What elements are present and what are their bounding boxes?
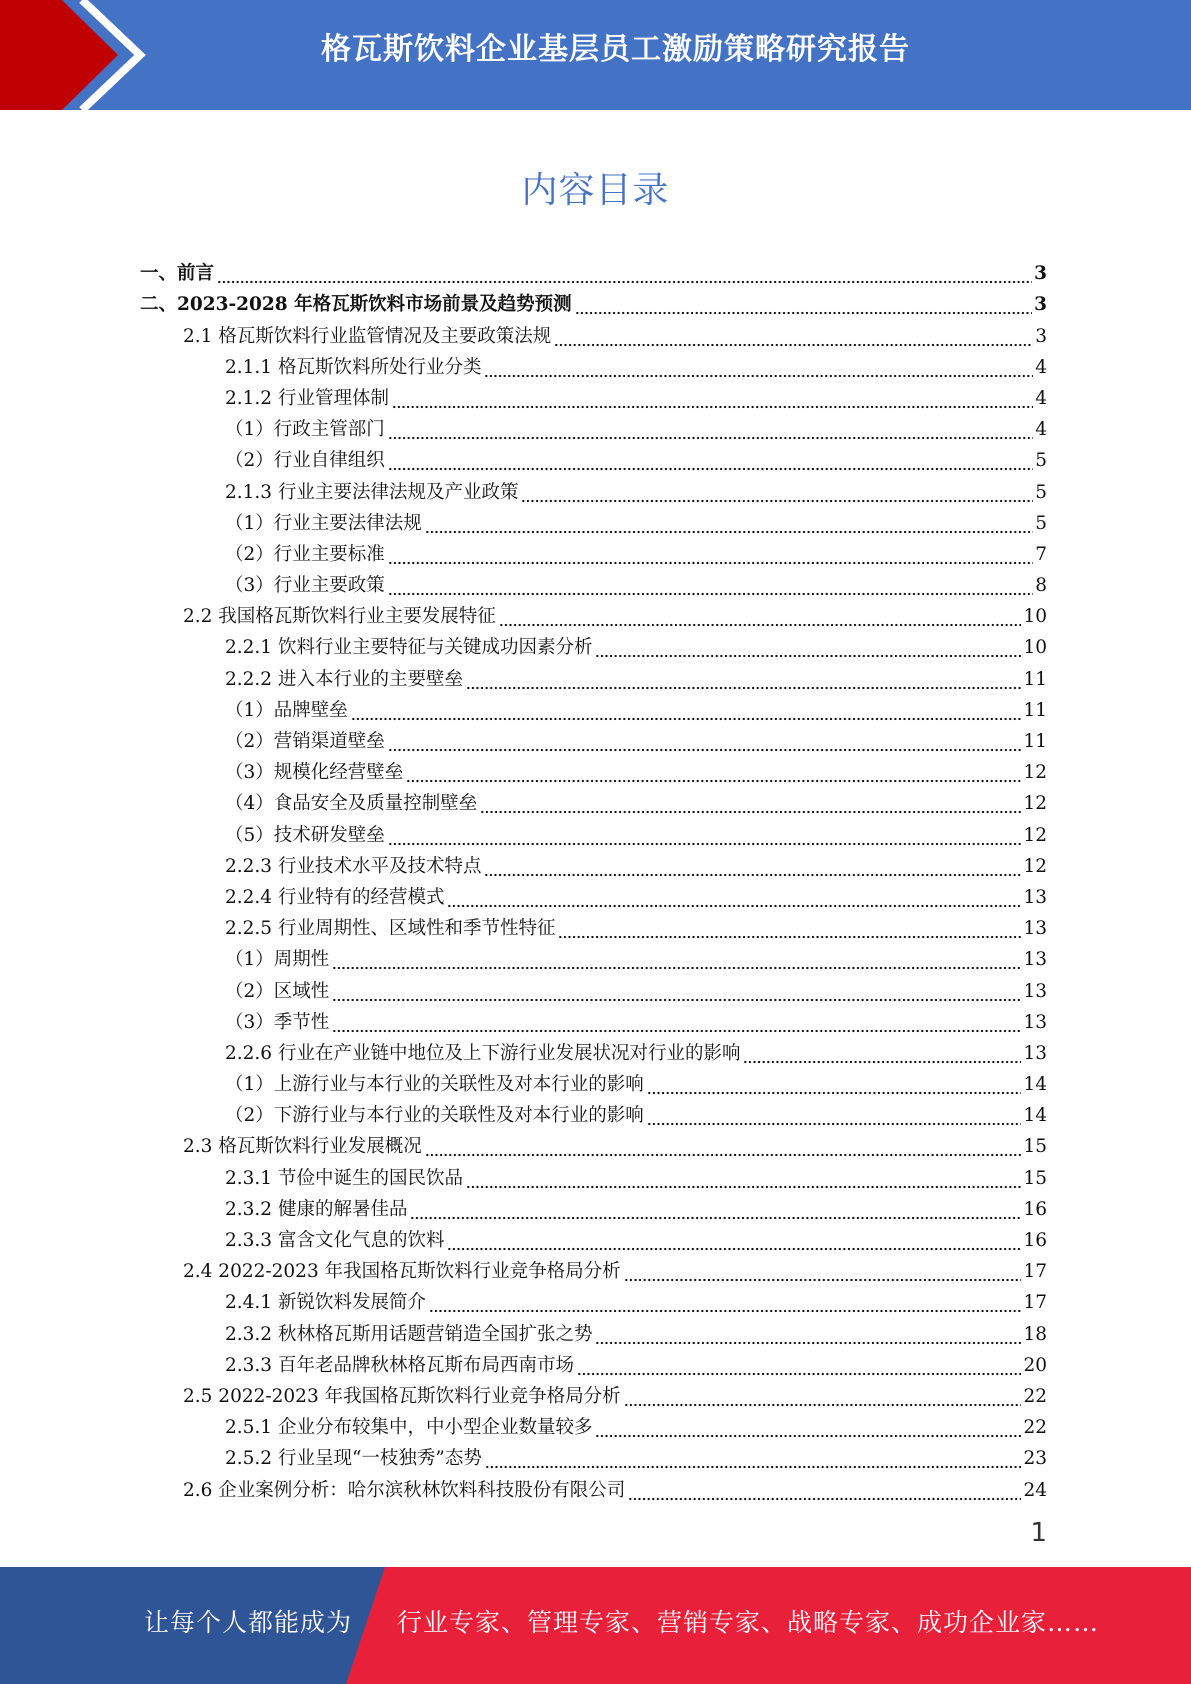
toc-entry[interactable] <box>140 285 1047 316</box>
toc-entry-title: （3）行业主要政策 <box>225 575 385 597</box>
toc-entry[interactable] <box>140 1252 1047 1283</box>
toc-dot-leader <box>484 856 1021 878</box>
toc-entry[interactable] <box>140 815 1047 846</box>
toc-entry-title: （4）食品安全及质量控制壁垒 <box>225 793 478 815</box>
toc-entry-page: 4 <box>1035 356 1047 378</box>
toc-entry[interactable] <box>140 691 1047 722</box>
toc-entry-title: 2.2.6 行业在产业链中地位及上下游行业发展状况对行业的影响 <box>225 1042 741 1064</box>
toc-entry-title: 2.2 我国格瓦斯饮料行业主要发展特征 <box>183 606 496 628</box>
toc-dot-leader <box>554 326 1033 348</box>
toc-entry-title: 2.2.3 行业技术水平及技术特点 <box>225 855 482 877</box>
toc-entry[interactable] <box>140 753 1047 784</box>
toc-entry[interactable] <box>140 1346 1047 1377</box>
toc-entry[interactable] <box>140 878 1047 909</box>
toc-entry-page: 12 <box>1023 855 1047 877</box>
toc-entry-title: 2.1.1 格瓦斯饮料所处行业分类 <box>225 356 482 378</box>
toc-entry[interactable] <box>140 909 1047 940</box>
toc-dot-leader <box>480 793 1021 815</box>
toc-entry[interactable] <box>140 566 1047 597</box>
toc-entry-page: 3 <box>1034 263 1047 285</box>
toc-entry-title: 2.2.2 进入本行业的主要壁垒 <box>225 668 463 690</box>
toc-dot-leader <box>628 1480 1021 1502</box>
toc-entry-title: （1）上游行业与本行业的关联性及对本行业的影响 <box>225 1074 644 1096</box>
toc-entry[interactable] <box>140 971 1047 1002</box>
toc-dot-leader <box>388 825 1022 847</box>
toc-entry-page: 13 <box>1023 886 1047 908</box>
toc-entry-title: （1）品牌壁垒 <box>225 699 348 721</box>
toc-entry-page: 20 <box>1023 1354 1047 1376</box>
toc-dot-leader <box>425 513 1033 535</box>
toc-entry-title: （2）行业自律组织 <box>225 450 385 472</box>
toc-dot-leader <box>466 669 1021 691</box>
toc-entry[interactable] <box>140 1283 1047 1314</box>
toc-entry-title: （3）规模化经营壁垒 <box>225 762 404 784</box>
toc-entry-page: 5 <box>1035 450 1047 472</box>
toc-entry-page: 24 <box>1023 1479 1047 1501</box>
toc-entry-page: 10 <box>1023 637 1047 659</box>
toc-entry[interactable] <box>140 316 1047 347</box>
toc-entry[interactable] <box>140 659 1047 690</box>
toc-entry[interactable] <box>140 410 1047 441</box>
toc-entry-page: 18 <box>1023 1323 1047 1345</box>
toc-entry-page: 22 <box>1023 1417 1047 1439</box>
toc-dot-leader <box>406 762 1021 784</box>
toc-entry-title: 2.6 企业案例分析：哈尔滨秋林饮料科技股份有限公司 <box>183 1479 626 1501</box>
toc-entry-page: 4 <box>1035 387 1047 409</box>
toc-entry[interactable] <box>140 1221 1047 1252</box>
toc-entry-title: 2.1.3 行业主要法律法规及产业政策 <box>225 481 519 503</box>
toc-dot-leader <box>577 1355 1021 1377</box>
footer-slogan-left: 让每个人都能成为 <box>144 1608 353 1637</box>
toc-entry[interactable] <box>140 722 1047 753</box>
toc-entry-page: 17 <box>1023 1292 1047 1314</box>
toc-entry-title: （2）行业主要标准 <box>225 543 385 565</box>
toc-dot-leader <box>485 1448 1022 1470</box>
toc-entry-page: 7 <box>1035 543 1047 565</box>
toc-entry-page: 13 <box>1023 918 1047 940</box>
toc-dot-leader <box>392 388 1033 410</box>
toc-entry[interactable] <box>140 1408 1047 1439</box>
toc-entry[interactable] <box>140 1096 1047 1127</box>
toc-dot-leader <box>647 1105 1022 1127</box>
toc-entry-title: 2.4 2022-2023 年我国格瓦斯饮料行业竞争格局分析 <box>183 1261 621 1283</box>
toc-dot-leader <box>388 450 1033 472</box>
toc-dot-leader <box>743 1043 1021 1065</box>
page-footer <box>0 1567 1191 1684</box>
toc-dot-leader <box>595 1417 1021 1439</box>
toc-entry-page: 14 <box>1023 1105 1047 1127</box>
report-title: 格瓦斯饮料企业基层员工激励策略研究报告 <box>321 32 910 67</box>
toc-heading: 内容目录 <box>521 170 670 211</box>
toc-entry-title: 2.5.1 企业分布较集中，中小型企业数量较多 <box>225 1417 593 1439</box>
toc-dot-leader <box>217 263 1032 285</box>
toc-dot-leader <box>388 575 1033 597</box>
toc-dot-leader <box>647 1074 1022 1096</box>
toc-entry-page: 3 <box>1035 325 1047 347</box>
toc-entry-page: 11 <box>1023 668 1047 690</box>
toc-entry-page: 5 <box>1035 512 1047 534</box>
toc-entry-title: 2.5.2 行业呈现“一枝独秀”态势 <box>225 1448 482 1470</box>
toc-entry-page: 13 <box>1023 949 1047 971</box>
toc-dot-leader <box>575 294 1033 316</box>
toc-entry-title: 2.3.2 秋林格瓦斯用话题营销造全国扩张之势 <box>225 1323 593 1345</box>
toc-dot-leader <box>410 1199 1021 1221</box>
toc-entry-page: 12 <box>1023 824 1047 846</box>
toc-entry-page: 10 <box>1023 606 1047 628</box>
toc-entry[interactable] <box>140 597 1047 628</box>
toc-entry-page: 13 <box>1023 980 1047 1002</box>
toc-dot-leader <box>351 700 1022 722</box>
toc-entry[interactable] <box>140 1158 1047 1189</box>
toc-entry[interactable] <box>140 441 1047 472</box>
toc-entry-title: （1）行政主管部门 <box>225 419 385 441</box>
toc-entry-title: 2.3 格瓦斯饮料行业发展概况 <box>183 1136 422 1158</box>
toc-dot-leader <box>332 981 1021 1003</box>
toc-entry[interactable] <box>140 348 1047 379</box>
toc-entry-page: 12 <box>1023 793 1047 815</box>
toc-entry-title: 2.5 2022-2023 年我国格瓦斯饮料行业竞争格局分析 <box>183 1385 621 1407</box>
toc-entry[interactable] <box>140 628 1047 659</box>
toc-entry-title: 2.3.1 节俭中诞生的国民饮品 <box>225 1167 463 1189</box>
toc-entry-page: 11 <box>1023 731 1047 752</box>
toc-entry-page: 16 <box>1023 1198 1047 1220</box>
toc-entry[interactable] <box>140 1065 1047 1096</box>
footer-slogan-right: 行业专家、管理专家、营销专家、战略专家、成功企业家…… <box>397 1608 1100 1637</box>
toc-entry[interactable] <box>140 1034 1047 1065</box>
toc-entry-title: （1）周期性 <box>225 949 330 971</box>
toc-entry-title: 2.3.2 健康的解暑佳品 <box>225 1198 408 1220</box>
toc-entry[interactable] <box>140 784 1047 815</box>
toc-dot-leader <box>388 544 1033 566</box>
toc-entry-page: 11 <box>1023 699 1047 721</box>
toc-dot-leader <box>624 1261 1022 1283</box>
toc-entry-page: 5 <box>1035 481 1047 503</box>
toc-dot-leader <box>447 887 1021 909</box>
toc-entry-page: 16 <box>1023 1230 1047 1251</box>
toc-entry-title: 一、前言 <box>140 263 215 285</box>
toc-dot-leader <box>624 1386 1022 1408</box>
toc-entry-page: 17 <box>1023 1261 1047 1283</box>
toc-dot-leader <box>388 419 1033 441</box>
toc-entry-page: 12 <box>1023 762 1047 784</box>
toc-dot-leader <box>332 1012 1021 1034</box>
toc-entry-page: 15 <box>1023 1167 1047 1189</box>
toc-dot-leader <box>558 918 1021 940</box>
toc-dot-leader <box>425 1136 1022 1158</box>
toc-entry[interactable] <box>140 254 1047 285</box>
page-number: 1 <box>1030 1518 1047 1548</box>
toc-entry[interactable] <box>140 1470 1047 1501</box>
toc-entry-title: 2.3.3 百年老品牌秋林格瓦斯布局西南市场 <box>225 1354 574 1376</box>
toc-entry[interactable] <box>140 1127 1047 1158</box>
toc-entry-title: （1）行业主要法律法规 <box>225 512 422 534</box>
toc-entry-title: （2）区域性 <box>225 980 330 1002</box>
toc-entry-page: 8 <box>1035 575 1047 597</box>
toc-entry-title: 2.3.3 富含文化气息的饮料 <box>225 1230 445 1251</box>
toc-dot-leader <box>447 1230 1021 1252</box>
toc-entry-page: 13 <box>1023 1011 1047 1033</box>
toc-entry-title: 二、2023-2028 年格瓦斯饮料市场前景及趋势预测 <box>140 294 572 316</box>
toc-entry-title: 2.1 格瓦斯饮料行业监管情况及主要政策法规 <box>183 325 552 347</box>
toc-entry-title: （3）季节性 <box>225 1011 330 1033</box>
toc-entry-page: 3 <box>1034 294 1047 316</box>
toc-entry[interactable] <box>140 847 1047 878</box>
toc-dot-leader <box>595 1324 1021 1346</box>
toc-entry-page: 23 <box>1023 1448 1047 1470</box>
toc-dot-leader <box>466 1168 1021 1190</box>
page-header <box>0 0 1191 110</box>
table-of-contents <box>140 254 1047 1502</box>
toc-dot-leader <box>388 731 1022 753</box>
toc-entry-title: （2）营销渠道壁垒 <box>225 731 385 752</box>
toc-entry-page: 13 <box>1023 1042 1047 1064</box>
toc-entry[interactable] <box>140 940 1047 971</box>
toc-entry[interactable] <box>140 504 1047 535</box>
toc-entry-title: 2.2.4 行业特有的经营模式 <box>225 886 445 908</box>
toc-dot-leader <box>595 637 1021 659</box>
toc-entry[interactable] <box>140 379 1047 410</box>
toc-dot-leader <box>429 1292 1021 1314</box>
toc-entry-page: 15 <box>1023 1136 1047 1158</box>
toc-entry-title: （2）下游行业与本行业的关联性及对本行业的影响 <box>225 1105 644 1127</box>
toc-entry[interactable] <box>140 535 1047 566</box>
toc-entry-page: 22 <box>1023 1385 1047 1407</box>
toc-entry-title: 2.4.1 新锐饮料发展简介 <box>225 1292 426 1314</box>
toc-entry[interactable] <box>140 1314 1047 1345</box>
toc-entry-page: 4 <box>1035 419 1047 441</box>
toc-dot-leader <box>499 606 1022 628</box>
toc-entry-title: 2.2.1 饮料行业主要特征与关键成功因素分析 <box>225 637 593 659</box>
toc-entry[interactable] <box>140 1377 1047 1408</box>
toc-dot-leader <box>332 949 1021 971</box>
toc-entry[interactable] <box>140 1190 1047 1221</box>
toc-entry[interactable] <box>140 472 1047 503</box>
toc-entry-page: 14 <box>1023 1074 1047 1096</box>
toc-entry-title: （5）技术研发壁垒 <box>225 824 385 846</box>
toc-entry-title: 2.1.2 行业管理体制 <box>225 387 389 409</box>
toc-entry[interactable] <box>140 1439 1047 1470</box>
toc-entry-title: 2.2.5 行业周期性、区域性和季节性特征 <box>225 918 556 940</box>
toc-dot-leader <box>521 482 1033 504</box>
toc-dot-leader <box>484 357 1033 379</box>
toc-entry[interactable] <box>140 1003 1047 1034</box>
